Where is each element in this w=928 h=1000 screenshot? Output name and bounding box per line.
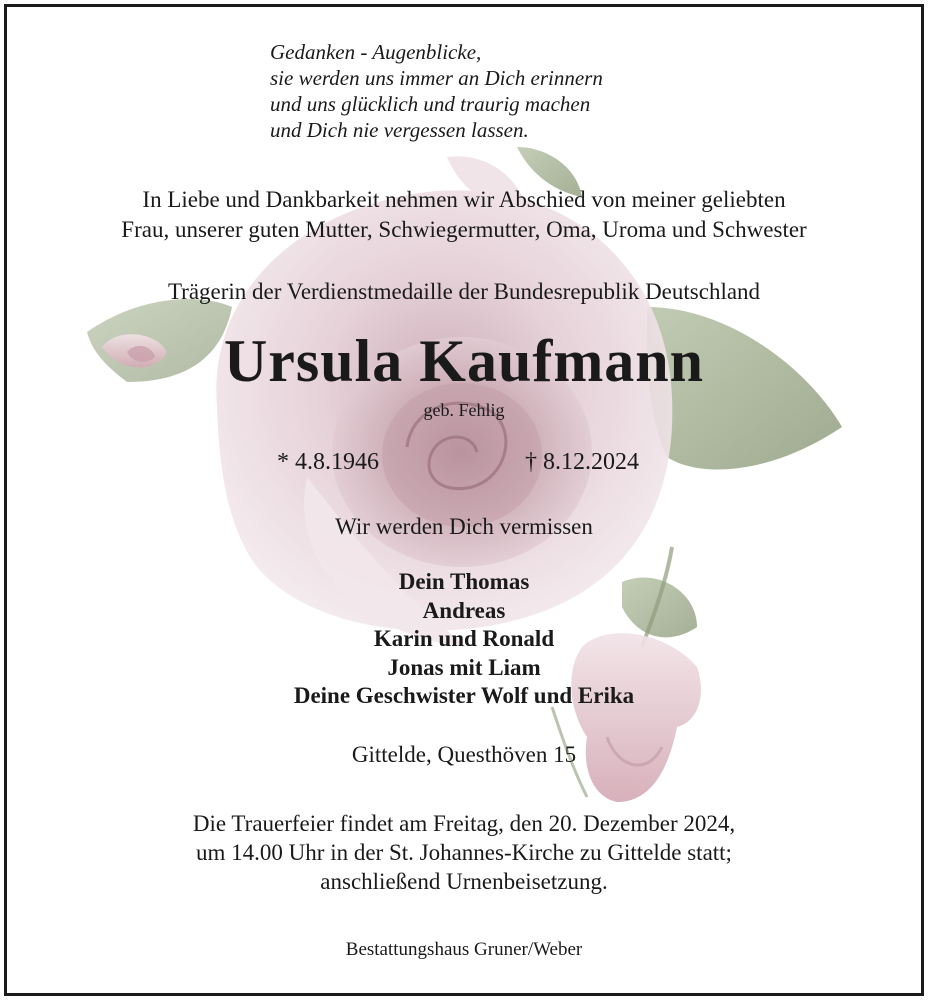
- mourners-list: [7, 568, 921, 711]
- service-details: [7, 809, 921, 896]
- poem-line: Gedanken - Augenblicke,: [270, 40, 482, 64]
- family-address: Gittelde, Questhöven 15: [351, 742, 577, 767]
- mourner-name: Jonas mit Liam: [387, 654, 541, 680]
- memorial-poem: [270, 39, 603, 143]
- mourner-name: Andreas: [422, 597, 506, 623]
- mourner-name: Karin und Ronald: [373, 626, 555, 651]
- mourner-name: Deine Geschwister Wolf und Erika: [293, 683, 635, 708]
- service-line: anschließend Urnenbeisetzung.: [320, 869, 608, 894]
- death-date: † 8.12.2024: [525, 449, 639, 475]
- poem-line: und Dich nie vergessen lassen.: [270, 118, 529, 142]
- mourner-name: Dein Thomas: [398, 569, 530, 594]
- funeral-home: Bestattungshaus Gruner/Weber: [345, 939, 583, 960]
- intro-line: In Liebe und Dankbarkeit nehmen wir Abschied von meiner geliebten: [142, 187, 786, 212]
- service-line: Die Trauerfeier findet am Freitag, den 20. Dezember 2024,: [192, 811, 736, 836]
- obituary-frame: [4, 4, 924, 996]
- deceased-name: Ursula Kaufmann: [223, 328, 705, 394]
- farewell-intro: [7, 185, 921, 245]
- intro-line: Frau, unserer guten Mutter, Schwiegermutter, Oma, Uroma und Schwester: [121, 217, 807, 242]
- poem-line: sie werden uns immer an Dich erinnern: [270, 66, 603, 90]
- honor-text: Trägerin der Verdienstmedaille der Bundesrepublik Deutschland: [167, 279, 761, 304]
- poem-line: und uns glücklich und traurig machen: [270, 92, 591, 116]
- service-line: um 14.00 Uhr in der St. Johannes-Kirche zu Gittelde statt;: [196, 840, 732, 865]
- farewell-line: Wir werden Dich vermissen: [335, 514, 593, 539]
- birth-date: * 4.8.1946: [277, 449, 379, 475]
- maiden-name: geb. Fehlig: [423, 400, 505, 420]
